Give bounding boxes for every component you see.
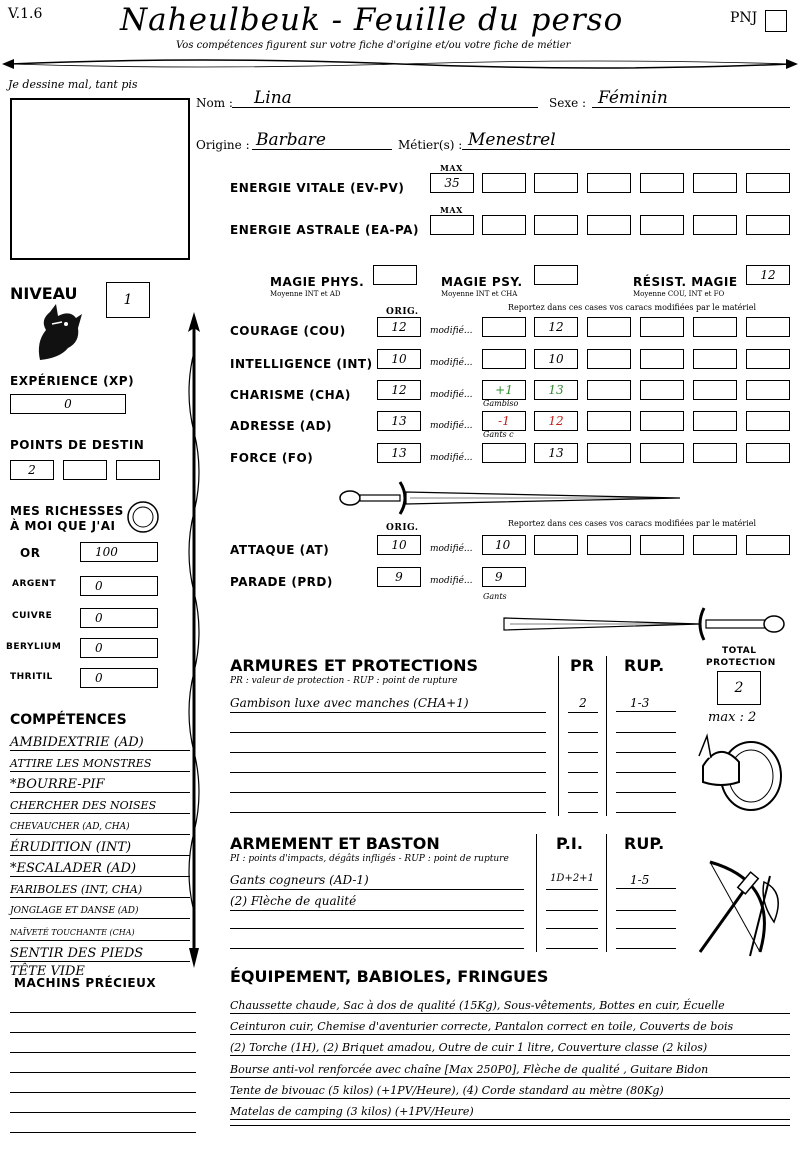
destin-box[interactable] xyxy=(10,460,54,480)
portrait-box[interactable] xyxy=(10,98,190,260)
courage-final-value: 12 xyxy=(548,320,564,334)
force-box[interactable] xyxy=(693,443,737,463)
magie-phys-sub: Moyenne INT et AD xyxy=(270,290,341,298)
equipement-line-text: Bourse anti-vol renforcée avec chaîne [Max 250P0], Flèche de qualité , Guitare Bidon xyxy=(230,1063,709,1076)
arme-rup: 1-5 xyxy=(630,873,650,887)
parade-final-box[interactable] xyxy=(482,567,526,587)
armement-col-divider xyxy=(536,834,537,952)
origine-value: Barbare xyxy=(256,130,326,150)
total-protection-box[interactable] xyxy=(717,671,761,705)
sexe-field[interactable] xyxy=(592,88,790,108)
adresse-orig-box[interactable] xyxy=(377,411,421,431)
arme-row-pi[interactable] xyxy=(546,934,598,949)
ev-box[interactable] xyxy=(746,173,790,193)
adresse-mod-box[interactable] xyxy=(482,411,526,431)
competence-item: CHERCHER DES NOISES xyxy=(10,799,190,814)
equipement-line-text: Ceinturon cuir, Chemise d'aventurier correcte, Pantalon correct en toile, Couverts de bois xyxy=(230,1020,734,1033)
sexe-value: Féminin xyxy=(598,88,668,108)
force-box[interactable] xyxy=(746,443,790,463)
combat-orig-label: ORIG. xyxy=(386,523,419,533)
armure-row-pr[interactable] xyxy=(568,696,598,713)
attaque-box[interactable] xyxy=(587,535,631,555)
equipement-line[interactable] xyxy=(230,1019,790,1035)
charisme-orig-box[interactable] xyxy=(377,380,421,400)
magie-psy-label: MAGIE PSY. xyxy=(441,275,523,289)
modifie-label: modifié... xyxy=(430,544,473,554)
intelligence-final-value: 10 xyxy=(548,352,564,366)
parade-note: Gants xyxy=(483,592,507,601)
or-value: 100 xyxy=(95,545,118,559)
pr-header: PR xyxy=(570,656,595,675)
intelligence-box[interactable] xyxy=(746,349,790,369)
competences-title: COMPÉTENCES xyxy=(10,712,127,728)
intelligence-box[interactable] xyxy=(640,349,684,369)
coin-icon xyxy=(126,500,160,534)
charisme-box[interactable] xyxy=(587,380,631,400)
weapons-icon xyxy=(690,852,790,962)
machins-line[interactable] xyxy=(10,1078,196,1093)
ev-max-value: 35 xyxy=(444,176,460,190)
courage-box[interactable] xyxy=(693,317,737,337)
courage-orig-box[interactable] xyxy=(377,317,421,337)
ea-box[interactable] xyxy=(534,215,578,235)
armure-row-pr[interactable] xyxy=(568,718,598,733)
ev-box[interactable] xyxy=(640,173,684,193)
portrait-label: Je dessine mal, tant pis xyxy=(8,78,138,91)
arme-row-pi[interactable] xyxy=(546,914,598,929)
resist-magie-value: 12 xyxy=(760,268,776,282)
ea-box[interactable] xyxy=(746,215,790,235)
armures-col-divider xyxy=(606,656,607,816)
armure-row-name[interactable] xyxy=(230,696,546,713)
arme-row-name[interactable] xyxy=(230,914,524,929)
berylium-box[interactable] xyxy=(80,638,158,658)
sword-icon xyxy=(500,604,790,644)
force-mod-box[interactable] xyxy=(482,443,526,463)
attaque-box[interactable] xyxy=(693,535,737,555)
armures-sub: PR : valeur de protection - RUP : point de rupture xyxy=(230,676,458,686)
equipement-line-text: Matelas de camping (3 kilos) (+1PV/Heure) xyxy=(230,1105,474,1118)
cuivre-label: CUIVRE xyxy=(12,611,53,621)
competence-item: ÉRUDITION (INT) xyxy=(10,841,190,856)
armure-pr: 2 xyxy=(579,696,587,710)
equipement-line[interactable] xyxy=(230,1040,790,1056)
ea-box[interactable] xyxy=(693,215,737,235)
niveau-box[interactable] xyxy=(106,282,150,318)
modifie-label: modifié... xyxy=(430,358,473,368)
armure-row-name[interactable] xyxy=(230,758,546,773)
ev-box[interactable] xyxy=(693,173,737,193)
armure-row-pr[interactable] xyxy=(568,798,598,813)
equipement-line-text: Chaussette chaude, Sac à dos de qualité (15Kg), Sous-vêtements, Bottes en cuir, Écuelle xyxy=(230,999,725,1012)
intelligence-box[interactable] xyxy=(587,349,631,369)
charisme-mod-box[interactable] xyxy=(482,380,526,400)
intelligence-orig-value: 10 xyxy=(391,352,407,366)
argent-label: ARGENT xyxy=(12,579,57,589)
armement-sub: PI : points d'impacts, dégâts infligés - RUP : point de rupture xyxy=(230,854,509,864)
equipement-line[interactable] xyxy=(230,1104,790,1120)
attaque-box[interactable] xyxy=(746,535,790,555)
charisme-box[interactable] xyxy=(693,380,737,400)
equipement-line[interactable] xyxy=(230,1062,790,1078)
richesses-label-2: À MOI QUE J'AI xyxy=(10,519,116,533)
courage-box[interactable] xyxy=(640,317,684,337)
courage-orig-value: 12 xyxy=(391,320,407,334)
armure-row-name[interactable] xyxy=(230,738,546,753)
ea-box[interactable] xyxy=(587,215,631,235)
machins-line[interactable] xyxy=(10,1018,196,1033)
charisme-final-value: 13 xyxy=(548,383,564,397)
ev-box[interactable] xyxy=(534,173,578,193)
parade-final-value: 9 xyxy=(495,570,503,584)
machins-line[interactable] xyxy=(10,1118,196,1133)
origine-field[interactable] xyxy=(252,130,392,150)
ea-label: ENERGIE ASTRALE (EA-PA) xyxy=(230,223,419,237)
sword-icon xyxy=(330,478,690,518)
attaque-box[interactable] xyxy=(640,535,684,555)
force-final-value: 13 xyxy=(548,446,564,460)
destin-box[interactable] xyxy=(116,460,160,480)
header-arrow-icon xyxy=(0,54,800,74)
force-box[interactable] xyxy=(640,443,684,463)
arme-row-name[interactable] xyxy=(230,934,524,949)
max-protection-label: max : 2 xyxy=(708,710,757,725)
equipement-line-text: Tente de bivouac (5 kilos) (+1PV/Heure), (4) Corde standard au mètre (80Kg) xyxy=(230,1084,664,1097)
charisme-final-box[interactable] xyxy=(534,380,578,400)
armure-row-name[interactable] xyxy=(230,798,546,813)
charisme-mod-note: Gambiso xyxy=(483,399,519,408)
armure-row-rup[interactable] xyxy=(616,738,676,753)
thritil-label: THRITIL xyxy=(10,672,53,682)
sexe-label: Sexe : xyxy=(549,96,587,110)
arme-pi: 1D+2+1 xyxy=(550,873,594,884)
intelligence-orig-box[interactable] xyxy=(377,349,421,369)
modifie-label: modifié... xyxy=(430,453,473,463)
armure-row-rup[interactable] xyxy=(616,696,676,712)
berylium-value: 0 xyxy=(95,641,103,655)
intelligence-mod-box[interactable] xyxy=(482,349,526,369)
equipement-line[interactable] xyxy=(230,1125,790,1126)
arme-row-rup[interactable] xyxy=(616,873,676,889)
competence-item: AMBIDEXTRIE (AD) xyxy=(10,736,190,751)
arme-row-rup[interactable] xyxy=(616,914,676,929)
machins-title: MACHINS PRÉCIEUX xyxy=(14,976,157,990)
nom-field[interactable] xyxy=(232,88,538,108)
xp-label: EXPÉRIENCE (XP) xyxy=(10,374,135,388)
armure-row-pr[interactable] xyxy=(568,778,598,793)
destin-box[interactable] xyxy=(63,460,107,480)
adresse-label: ADRESSE (AD) xyxy=(230,419,333,433)
competence-item: TÊTE VIDE xyxy=(10,964,85,979)
arme-row-pi[interactable] xyxy=(546,873,598,890)
metier-label: Métier(s) : xyxy=(398,138,463,152)
armures-col-divider xyxy=(558,656,559,816)
charisme-box[interactable] xyxy=(640,380,684,400)
competence-item: ATTIRE LES MONSTRES xyxy=(10,757,190,772)
competence-item: SENTIR DES PIEDS xyxy=(10,947,190,962)
attaque-final-box[interactable] xyxy=(482,535,526,555)
richesses-label: MES RICHESSES xyxy=(10,504,124,518)
version-label: V.1.6 xyxy=(8,6,43,22)
courage-mod-box[interactable] xyxy=(482,317,526,337)
machins-line[interactable] xyxy=(10,998,196,1013)
armure-row-rup[interactable] xyxy=(616,718,676,733)
armure-name: Gambison luxe avec manches (CHA+1) xyxy=(230,696,469,710)
ev-max-label: MAX xyxy=(440,163,463,173)
armure-rup: 1-3 xyxy=(630,696,650,710)
arme-row-name[interactable] xyxy=(230,894,524,911)
cuivre-box[interactable] xyxy=(80,608,158,628)
armure-row-rup[interactable] xyxy=(616,758,676,773)
competence-item: JONGLAGE ET DANSE (AD) xyxy=(10,904,190,919)
arme-row-rup[interactable] xyxy=(616,934,676,949)
ev-box[interactable] xyxy=(482,173,526,193)
niveau-value: 1 xyxy=(123,292,133,308)
origine-label: Origine : xyxy=(196,138,250,152)
combat-note: Reportez dans ces cases vos caracs modifiées par le matériel xyxy=(508,519,757,528)
force-orig-box[interactable] xyxy=(377,443,421,463)
intelligence-box[interactable] xyxy=(693,349,737,369)
pi-header: P.I. xyxy=(556,834,583,853)
adresse-box[interactable] xyxy=(640,411,684,431)
ea-max-box[interactable] xyxy=(430,215,474,235)
destin-value: 2 xyxy=(28,463,36,477)
metier-field[interactable] xyxy=(462,130,790,150)
magie-phys-label: MAGIE PHYS. xyxy=(270,275,365,289)
modifie-label: modifié... xyxy=(430,326,473,336)
adresse-final-box[interactable] xyxy=(534,411,578,431)
dragon-icon xyxy=(30,302,84,364)
intelligence-label: INTELLIGENCE (INT) xyxy=(230,357,373,371)
argent-value: 0 xyxy=(95,579,103,593)
page-title: Naheulbeuk - Feuille du perso xyxy=(120,2,624,38)
arme-row-rup[interactable] xyxy=(616,894,676,911)
courage-box[interactable] xyxy=(746,317,790,337)
parade-orig-box[interactable] xyxy=(377,567,421,587)
ev-max-box[interactable] xyxy=(430,173,474,193)
resist-magie-box[interactable] xyxy=(746,265,790,285)
arme-name: Gants cogneurs (AD-1) xyxy=(230,873,369,887)
armure-row-rup[interactable] xyxy=(616,798,676,813)
force-final-box[interactable] xyxy=(534,443,578,463)
arme-row-name[interactable] xyxy=(230,873,524,890)
xp-value: 0 xyxy=(64,397,72,411)
total-protection-label-2: PROTECTION xyxy=(706,658,776,668)
force-orig-value: 13 xyxy=(391,446,407,460)
berylium-label: BERYLIUM xyxy=(6,642,62,652)
machins-line[interactable] xyxy=(10,1038,196,1053)
xp-box[interactable] xyxy=(10,394,126,414)
machins-line[interactable] xyxy=(10,1098,196,1113)
adresse-box[interactable] xyxy=(693,411,737,431)
adresse-mod-note: Gants c xyxy=(483,430,514,439)
adresse-orig-value: 13 xyxy=(391,414,407,428)
ev-label: ENERGIE VITALE (EV-PV) xyxy=(230,181,405,195)
modifie-label: modifié... xyxy=(430,421,473,431)
competence-item: CHEVAUCHER (AD, CHA) xyxy=(10,820,190,835)
equipement-line[interactable] xyxy=(230,1083,790,1099)
ev-box[interactable] xyxy=(587,173,631,193)
total-protection-value: 2 xyxy=(734,680,744,696)
competence-item: FARIBOLES (INT, CHA) xyxy=(10,883,190,898)
charisme-mod-value: +1 xyxy=(495,383,513,397)
charisme-orig-value: 12 xyxy=(391,383,407,397)
machins-line[interactable] xyxy=(10,1058,196,1073)
adresse-box[interactable] xyxy=(746,411,790,431)
resist-magie-sub: Moyenne COU, INT et FO xyxy=(633,290,725,298)
attaque-orig-value: 10 xyxy=(391,538,407,552)
argent-box[interactable] xyxy=(80,576,158,596)
equipement-title: ÉQUIPEMENT, BABIOLES, FRINGUES xyxy=(230,967,549,986)
orig-label: ORIG. xyxy=(386,307,419,317)
equipement-line[interactable] xyxy=(230,998,790,1014)
total-protection-label: TOTAL xyxy=(722,646,757,656)
rup-header: RUP. xyxy=(624,834,665,853)
courage-label: COURAGE (COU) xyxy=(230,324,346,338)
niveau-label: NIVEAU xyxy=(10,284,78,303)
adresse-final-value: 12 xyxy=(548,414,564,428)
parade-orig-value: 9 xyxy=(395,570,403,584)
armure-row-name[interactable] xyxy=(230,778,546,793)
modifie-label: modifié... xyxy=(430,390,473,400)
ea-box[interactable] xyxy=(640,215,684,235)
magie-phys-box[interactable] xyxy=(373,265,417,285)
attaque-label: ATTAQUE (AT) xyxy=(230,543,330,557)
intelligence-final-box[interactable] xyxy=(534,349,578,369)
resist-magie-label: RÉSIST. MAGIE xyxy=(633,275,738,289)
cuivre-value: 0 xyxy=(95,611,103,625)
armure-row-rup[interactable] xyxy=(616,778,676,793)
charisme-label: CHARISME (CHA) xyxy=(230,388,351,402)
helmet-shield-icon xyxy=(695,726,785,816)
pnj-checkbox[interactable] xyxy=(765,10,787,32)
attaque-box[interactable] xyxy=(534,535,578,555)
carac-note: Reportez dans ces cases vos caracs modifiées par le matériel xyxy=(508,303,757,312)
courage-box[interactable] xyxy=(587,317,631,337)
charisme-box[interactable] xyxy=(746,380,790,400)
armure-row-pr[interactable] xyxy=(568,738,598,753)
equipement-line-text: (2) Torche (1H), (2) Briquet amadou, Outre de cuir 1 litre, Couverture classe (2 kilos) xyxy=(230,1041,708,1054)
arme-row-pi[interactable] xyxy=(546,894,598,911)
ea-max-label: MAX xyxy=(440,205,463,215)
metier-value: Menestrel xyxy=(468,130,556,150)
attaque-final-value: 10 xyxy=(495,538,511,552)
pnj-label: PNJ xyxy=(730,10,758,26)
ea-box[interactable] xyxy=(482,215,526,235)
or-label: OR xyxy=(20,546,41,560)
force-box[interactable] xyxy=(587,443,631,463)
adresse-mod-value: -1 xyxy=(498,414,510,428)
thritil-box[interactable] xyxy=(80,668,158,688)
armure-row-name[interactable] xyxy=(230,718,546,733)
page-subtitle: Vos compétences figurent sur votre fiche d'origine et/ou votre fiche de métier xyxy=(176,40,571,51)
armement-title: ARMEMENT ET BASTON xyxy=(230,834,440,853)
courage-final-box[interactable] xyxy=(534,317,578,337)
armement-col-divider xyxy=(606,834,607,952)
modifie-label: modifié... xyxy=(430,576,473,586)
force-label: FORCE (FO) xyxy=(230,451,314,465)
attaque-orig-box[interactable] xyxy=(377,535,421,555)
or-box[interactable] xyxy=(80,542,158,562)
parade-label: PARADE (PRD) xyxy=(230,575,333,589)
adresse-box[interactable] xyxy=(587,411,631,431)
magie-psy-box[interactable] xyxy=(534,265,578,285)
magie-psy-sub: Moyenne INT et CHA xyxy=(441,290,518,298)
competence-item: *BOURRE-PIF xyxy=(10,778,190,793)
competence-item: *ESCALADER (AD) xyxy=(10,862,190,877)
nom-label: Nom : xyxy=(196,96,233,110)
destin-label: POINTS DE DESTIN xyxy=(10,438,145,452)
competence-item: NAÏVETÉ TOUCHANTE (CHA) xyxy=(10,926,190,941)
nom-value: Lina xyxy=(254,88,292,108)
rup-header: RUP. xyxy=(624,656,665,675)
arme-name: (2) Flèche de qualité xyxy=(230,894,357,908)
armures-title: ARMURES ET PROTECTIONS xyxy=(230,656,478,675)
armure-row-pr[interactable] xyxy=(568,758,598,773)
thritil-value: 0 xyxy=(95,671,103,685)
